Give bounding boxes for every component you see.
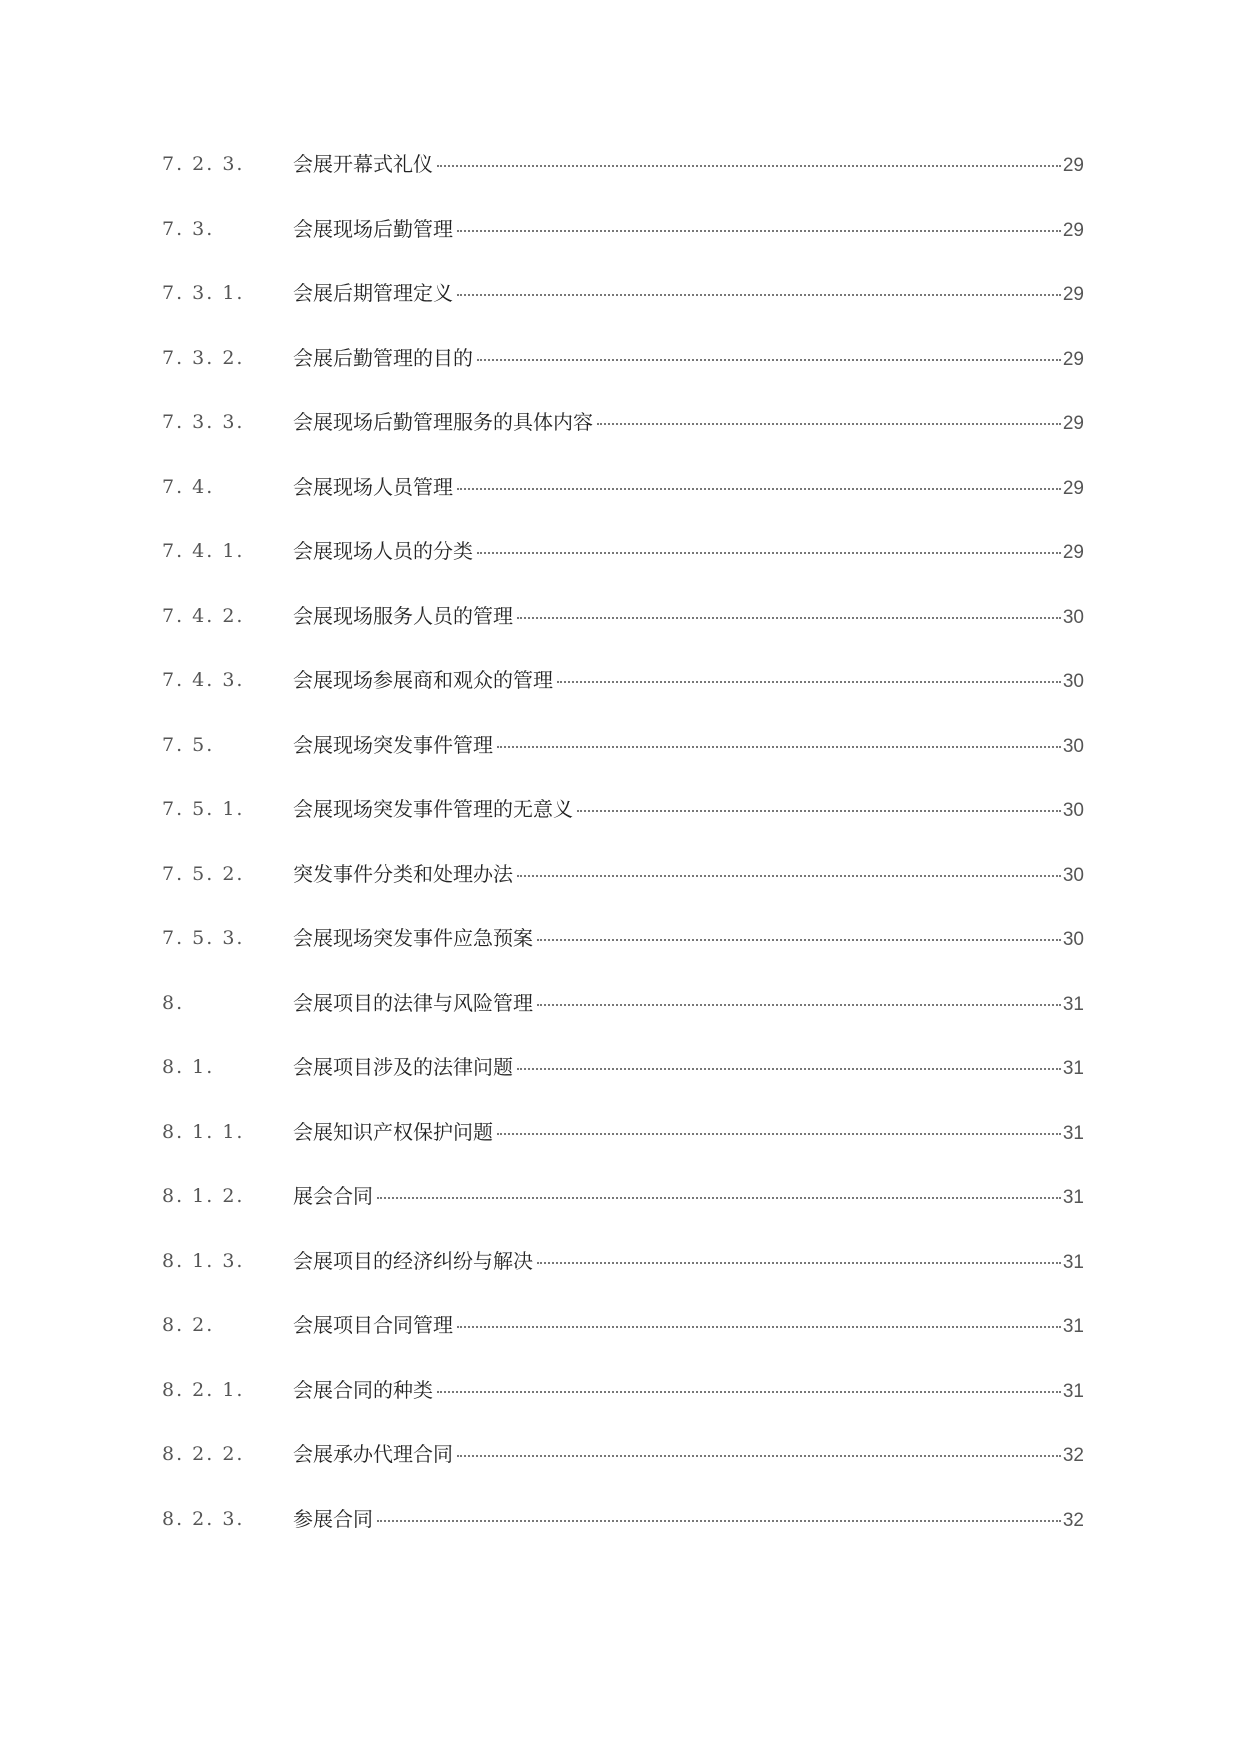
toc-number: 8. 1. [162, 1056, 215, 1078]
toc-entry [293, 1311, 1084, 1341]
toc-row[interactable] [162, 473, 1084, 538]
table-of-contents [162, 150, 1084, 1569]
toc-number: 7. 5. 2. [162, 862, 245, 885]
toc-dot-leader [597, 423, 1061, 425]
toc-number: 7. 4. 3. [162, 669, 245, 691]
toc-title[interactable]: 参展合同 [293, 1506, 373, 1531]
toc-number: 8. 1. 2. [162, 1185, 245, 1207]
toc-number: 7. 2. 3. [162, 153, 245, 175]
toc-dot-leader [457, 294, 1061, 296]
toc-dot-leader [577, 810, 1061, 812]
toc-page-number: 30 [1062, 800, 1084, 821]
toc-page-number: 31 [1062, 1380, 1084, 1402]
toc-number: 7. 5. 3. [162, 927, 245, 949]
toc-entry [293, 344, 1084, 374]
toc-entry [293, 989, 1084, 1019]
toc-row[interactable] [162, 344, 1084, 409]
toc-entry [293, 795, 1084, 825]
toc-title[interactable]: 会展项目合同管理 [293, 1313, 453, 1337]
toc-page-number: 29 [1062, 348, 1084, 370]
toc-dot-leader [537, 1004, 1061, 1006]
toc-page-number: 29 [1062, 413, 1084, 434]
toc-page-number: 30 [1062, 671, 1084, 692]
toc-page-number: 29 [1062, 155, 1084, 176]
toc-row[interactable] [162, 1247, 1084, 1312]
toc-number: 8. 2. 2. [162, 1443, 245, 1465]
toc-number: 7. 3. 1. [162, 282, 245, 304]
toc-page-number: 31 [1062, 1122, 1084, 1144]
toc-dot-leader [497, 1133, 1061, 1135]
toc-title[interactable]: 会展后勤管理的目的 [293, 345, 473, 370]
toc-number: 8. 1. 1. [162, 1120, 245, 1143]
toc-title[interactable]: 会展承办代理合同 [293, 1442, 453, 1466]
toc-title[interactable]: 会展现场突发事件管理 [293, 732, 493, 757]
toc-title[interactable]: 会展现场突发事件应急预案 [293, 926, 533, 950]
toc-dot-leader [517, 875, 1061, 877]
toc-title[interactable]: 会展后期管理定义 [293, 281, 453, 305]
toc-entry [293, 1440, 1084, 1470]
toc-title[interactable]: 会展现场后勤管理 [293, 216, 453, 241]
toc-row[interactable] [162, 150, 1084, 215]
toc-row[interactable] [162, 1182, 1084, 1247]
toc-row[interactable] [162, 1376, 1084, 1441]
toc-title[interactable]: 会展现场参展商和观众的管理 [293, 668, 553, 692]
toc-title[interactable]: 会展现场后勤管理服务的具体内容 [293, 410, 593, 434]
toc-title[interactable]: 会展项目涉及的法律问题 [293, 1055, 513, 1079]
toc-page-number: 31 [1062, 1187, 1084, 1208]
toc-dot-leader [557, 681, 1061, 683]
toc-dot-leader [477, 552, 1061, 554]
toc-dot-leader [437, 165, 1061, 167]
toc-dot-leader [537, 1262, 1061, 1264]
toc-number: 7. 5. [162, 733, 215, 756]
toc-title[interactable]: 展会合同 [293, 1184, 373, 1208]
toc-dot-leader [537, 939, 1061, 941]
toc-title[interactable]: 会展开幕式礼仪 [293, 152, 433, 176]
toc-title[interactable]: 会展现场突发事件管理的无意义 [293, 797, 573, 821]
toc-page-number: 30 [1062, 735, 1084, 757]
toc-row[interactable] [162, 666, 1084, 731]
toc-page-number: 31 [1062, 1316, 1084, 1337]
toc-number: 8. 2. 3. [162, 1507, 245, 1530]
toc-dot-leader [437, 1391, 1061, 1393]
toc-row[interactable] [162, 215, 1084, 280]
toc-row[interactable] [162, 279, 1084, 344]
toc-row[interactable] [162, 408, 1084, 473]
toc-dot-leader [457, 488, 1061, 490]
toc-entry [293, 860, 1084, 890]
toc-row[interactable] [162, 1118, 1084, 1183]
toc-entry [293, 150, 1084, 180]
toc-page-number: 32 [1062, 1509, 1084, 1531]
toc-entry [293, 279, 1084, 309]
toc-dot-leader [477, 359, 1061, 361]
toc-entry [293, 473, 1084, 503]
toc-dot-leader [457, 1455, 1061, 1457]
toc-page-number: 31 [1062, 1058, 1084, 1079]
toc-entry [293, 1182, 1084, 1212]
toc-page-number: 29 [1062, 219, 1084, 241]
toc-number: 7. 4. 2. [162, 604, 245, 627]
toc-title[interactable]: 会展项目的法律与风险管理 [293, 990, 533, 1015]
toc-entry [293, 1247, 1084, 1277]
toc-row[interactable] [162, 795, 1084, 860]
toc-dot-leader [377, 1197, 1061, 1199]
toc-dot-leader [457, 230, 1061, 232]
toc-entry [293, 602, 1084, 632]
toc-entry [293, 1505, 1084, 1535]
toc-row[interactable] [162, 1311, 1084, 1376]
toc-entry [293, 1053, 1084, 1083]
toc-dot-leader [517, 617, 1061, 619]
toc-number: 7. 3. 2. [162, 346, 245, 369]
toc-dot-leader [517, 1068, 1061, 1070]
toc-number: 7. 5. 1. [162, 798, 245, 820]
toc-page-number: 32 [1062, 1445, 1084, 1466]
toc-title[interactable]: 会展合同的种类 [293, 1377, 433, 1402]
toc-page-number: 31 [1062, 1251, 1084, 1273]
toc-number: 7. 4. 1. [162, 540, 245, 562]
toc-entry [293, 666, 1084, 696]
toc-page-number: 30 [1062, 606, 1084, 628]
toc-dot-leader [377, 1520, 1061, 1522]
toc-number: 7. 3. [162, 217, 215, 240]
toc-number: 7. 4. [162, 475, 215, 498]
toc-entry [293, 215, 1084, 245]
toc-title[interactable]: 会展现场人员管理 [293, 474, 453, 499]
toc-row[interactable] [162, 989, 1084, 1054]
toc-entry [293, 924, 1084, 954]
toc-dot-leader [497, 746, 1061, 748]
toc-entry [293, 1376, 1084, 1406]
toc-entry [293, 1118, 1084, 1148]
toc-dot-leader [457, 1326, 1061, 1328]
toc-number: 8. 2. [162, 1314, 215, 1336]
toc-row[interactable] [162, 860, 1084, 925]
toc-page-number: 29 [1062, 477, 1084, 499]
toc-page-number: 31 [1062, 993, 1084, 1015]
toc-page-number: 29 [1062, 284, 1084, 305]
toc-row[interactable] [162, 1053, 1084, 1118]
toc-row[interactable] [162, 924, 1084, 989]
toc-number: 8. [162, 991, 185, 1014]
toc-title[interactable]: 会展现场服务人员的管理 [293, 603, 513, 628]
toc-title[interactable]: 会展知识产权保护问题 [293, 1119, 493, 1144]
toc-row[interactable] [162, 602, 1084, 667]
toc-page-number: 29 [1062, 542, 1084, 563]
toc-page-number: 30 [1062, 929, 1084, 950]
toc-entry [293, 537, 1084, 567]
toc-row[interactable] [162, 1505, 1084, 1570]
toc-page-number: 30 [1062, 864, 1084, 886]
toc-number: 7. 3. 3. [162, 411, 245, 433]
toc-title[interactable]: 突发事件分类和处理办法 [293, 861, 513, 886]
toc-row[interactable] [162, 731, 1084, 796]
toc-entry [293, 408, 1084, 438]
toc-title[interactable]: 会展现场人员的分类 [293, 539, 473, 563]
toc-number: 8. 2. 1. [162, 1378, 245, 1401]
toc-entry [293, 731, 1084, 761]
toc-row[interactable] [162, 1440, 1084, 1505]
toc-row[interactable] [162, 537, 1084, 602]
toc-number: 8. 1. 3. [162, 1249, 245, 1272]
toc-title[interactable]: 会展项目的经济纠纷与解决 [293, 1248, 533, 1273]
